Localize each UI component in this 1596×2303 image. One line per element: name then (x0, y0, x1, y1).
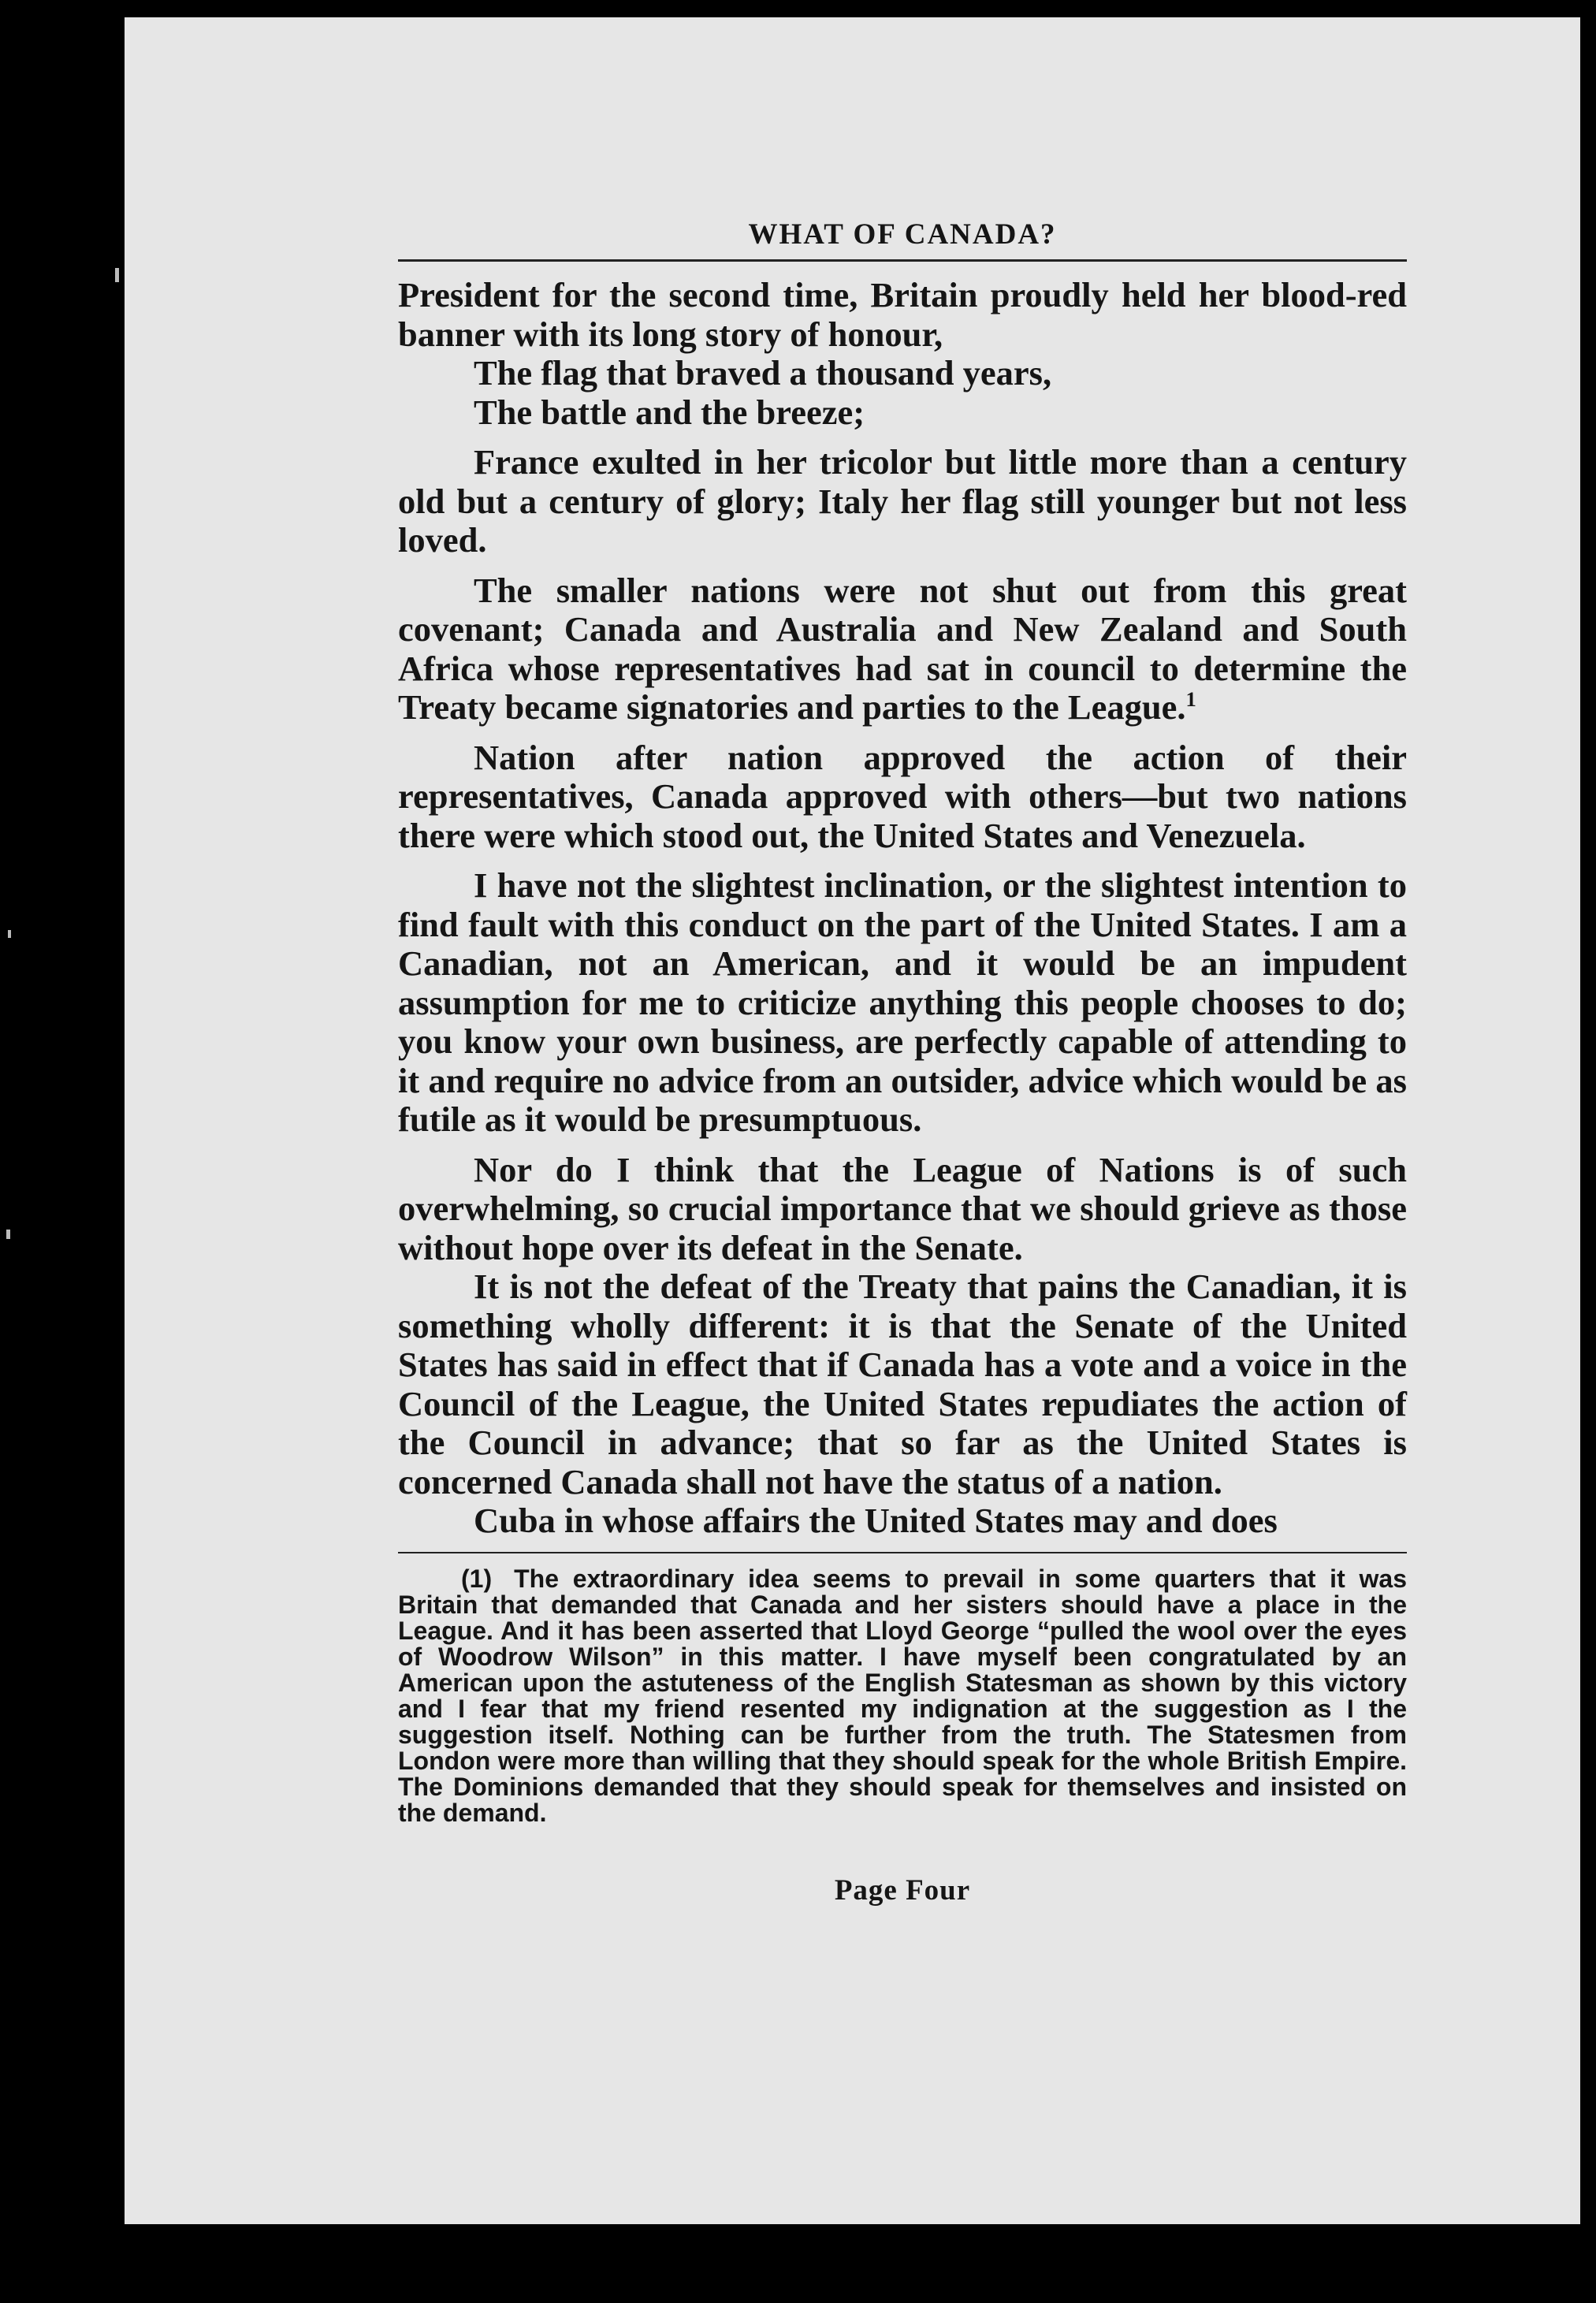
paragraph: Nor do I think that the League of Nations is of such overwhelming, so crucial importance that we should grieve as those without hope over its defeat in the Senate. (398, 1149, 1407, 1267)
margin-mark (8, 930, 11, 938)
paragraph: Nation after nation approved the action of their representatives, Canada approved with others—but two nations there were which stood out, the United States and Venezuela. (398, 737, 1407, 855)
paragraph: It is not the defeat of the Treaty that pains the Canadian, it is something wholly different: it is that the Senate of the United States has said in effect that if Canada has a vote and a voice in the Council of the League, the United States repudiates the action of the Council in advance; that so far as the United States is concerned Canada shall not have the status of a nation. (398, 1267, 1407, 1501)
paragraph: I have not the slightest inclination, or the slightest intention to find fault with this conduct on the part of the United States. I am a Canadian, not an American, and it would be an impudent assumption for me to criticize anything this people chooses to do; you know your own business, are perfectly capable of attending to it and require no advice from an outsider, advice which would be as futile as it would be presumptuous. (398, 865, 1407, 1139)
paragraph: President for the second time, Britain proudly held her blood-red banner with its long story of honour, (398, 275, 1407, 354)
page-number: Page Four (834, 1873, 971, 1907)
page-header: WHAT OF CANADA? (748, 218, 1057, 251)
paragraph: Cuba in whose affairs the United States may and does (474, 1501, 1278, 1540)
footnote-paragraph (398, 1566, 1407, 1826)
footnote-number: (1) (461, 1564, 493, 1593)
body-text (398, 276, 1407, 1541)
document-page (398, 213, 1407, 2057)
paragraph (398, 571, 1407, 727)
margin-mark (115, 268, 119, 282)
footnote-ref: 1 (1185, 687, 1196, 712)
verse-line: The flag that braved a thousand years, (474, 353, 1052, 393)
footnote-rule (398, 1552, 1407, 1553)
verse-line: The battle and the breeze; (474, 392, 865, 432)
footnote-text: The extraordinary idea seems to prevail in some quarters that it was Britain that demanded that Canada and her sisters should have a place in the League. And it has been asserted that Lloyd George “pulled the wool over the eyes of Woodrow Wilson” in this matter. I have myself been congratulated by an American upon the astuteness of the English Statesman as shown by this victory and I fear that my friend resented my indignation at the suggestion as I the suggestion itself. Nothing can be further from the truth. The Statesmen from London were more than willing that they should speak for the whole British Empire. The Dominions demanded that they should speak for themselves and insisted on the demand. (398, 1564, 1407, 1827)
paragraph: France exulted in her tricolor but little more than a century old but a century of glory; Italy her flag still younger but not less loved. (398, 442, 1407, 560)
margin-mark (6, 1230, 10, 1239)
header-rule (398, 259, 1407, 262)
footnote (398, 1566, 1407, 1826)
paragraph-text: The smaller nations were not shut out from this great covenant; Canada and Australia and New Zealand and South Africa whose representatives had sat in council to determine the Treaty became signatories and parties to the League. (398, 570, 1407, 727)
